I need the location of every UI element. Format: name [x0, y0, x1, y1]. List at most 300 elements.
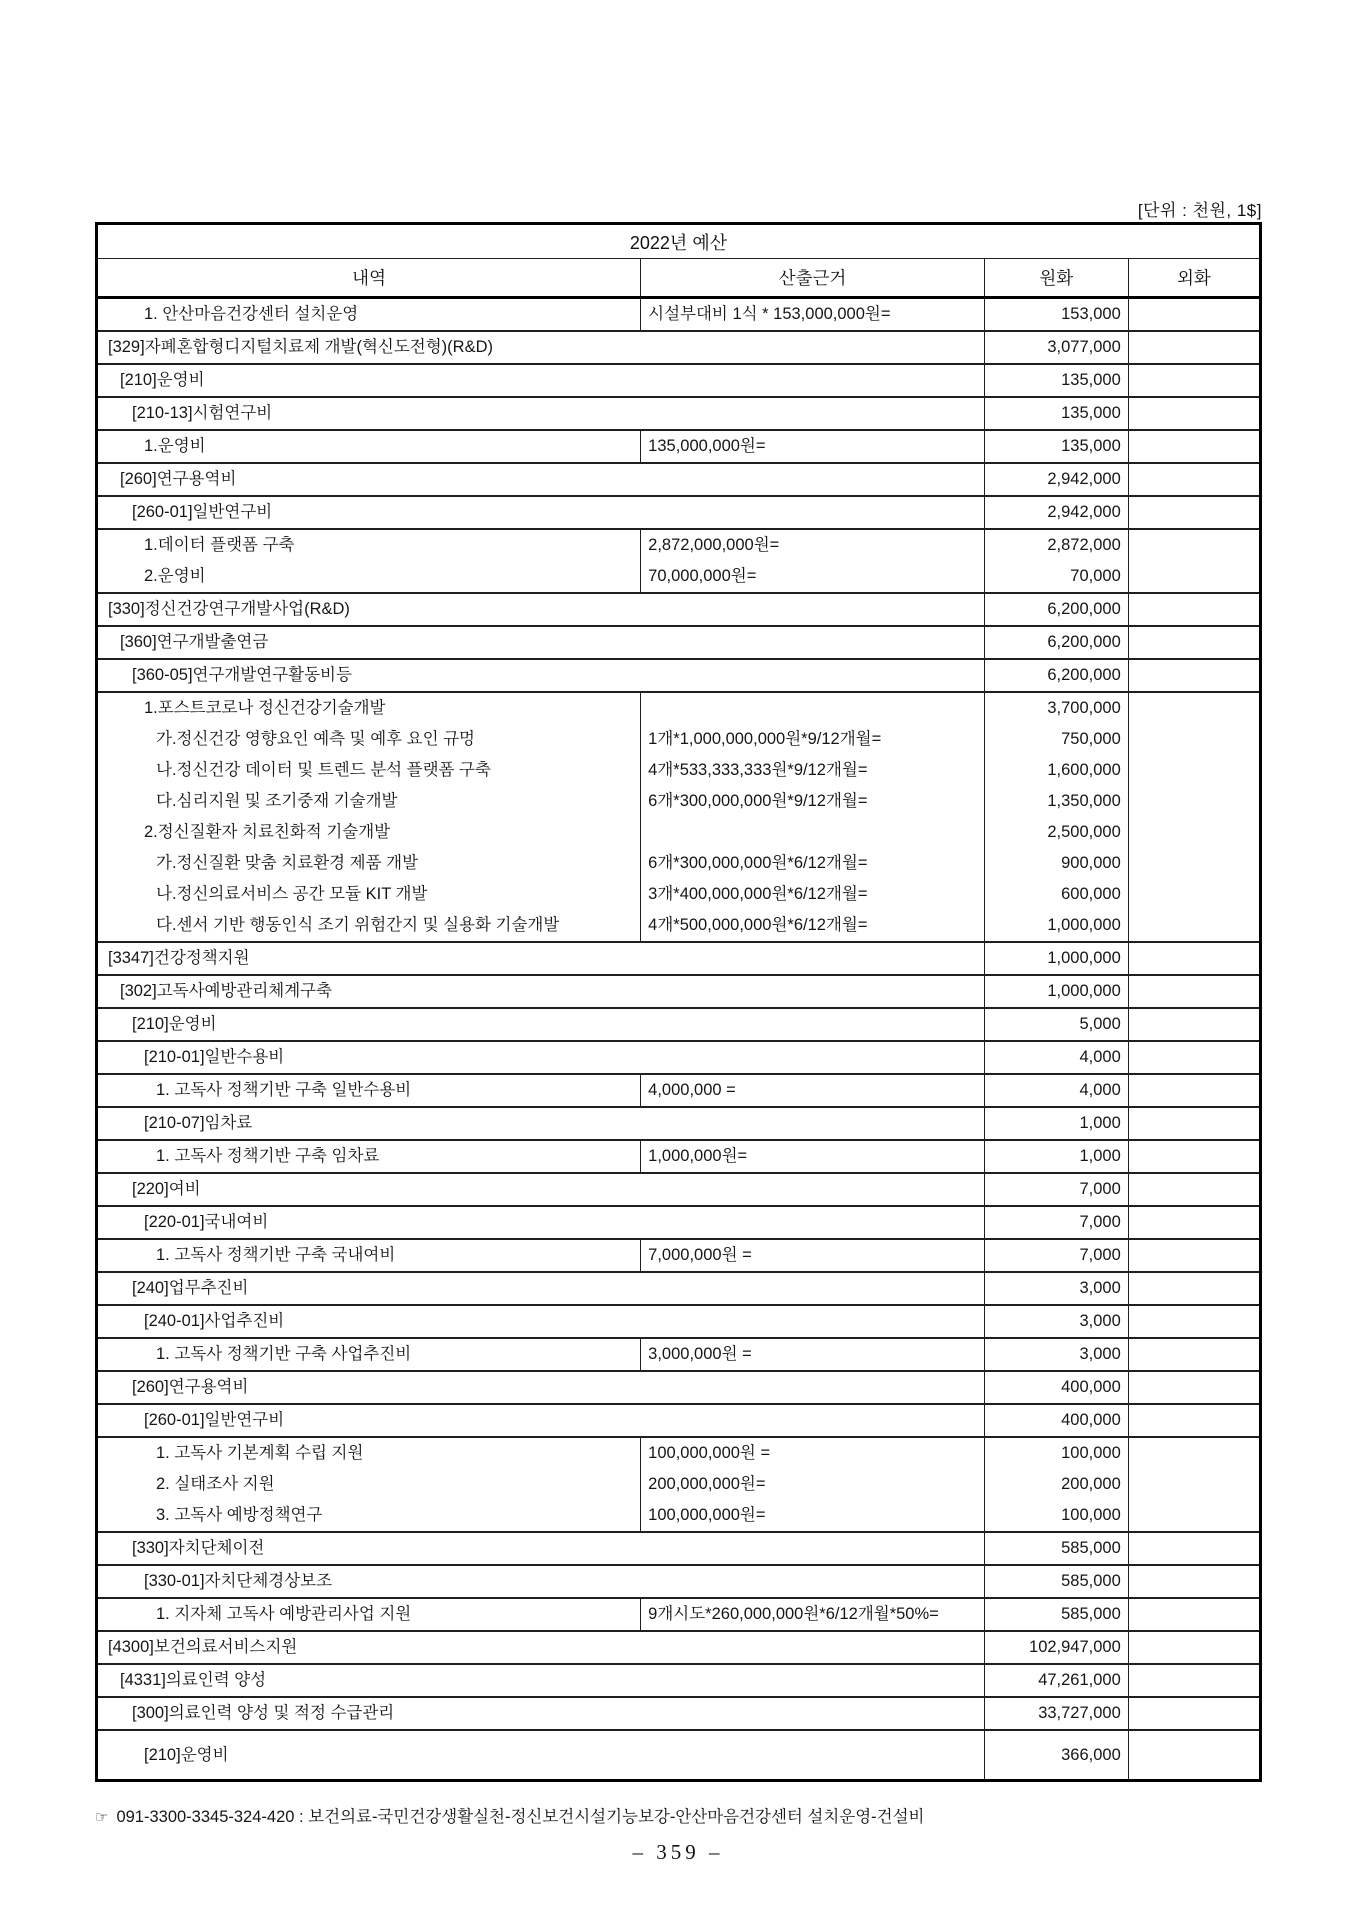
- fx-value: [1129, 817, 1259, 848]
- krw-value: 2,500,000: [1047, 823, 1121, 841]
- krw-cell: [984, 1306, 1128, 1337]
- item-label: 가.정신건강 영향요인 예측 및 예후 요인 규멍: [156, 730, 475, 748]
- item-label: 가.정신질환 맞춤 치료환경 제품 개발: [156, 854, 419, 872]
- item-label: [210]운영비: [144, 1746, 229, 1764]
- table-row: [98, 1665, 1259, 1698]
- krw-value: 750,000: [1061, 730, 1121, 748]
- fx-value: [1129, 431, 1259, 462]
- fx-value: [1129, 1698, 1259, 1729]
- fx-value: [1129, 1405, 1259, 1436]
- table-row: [98, 594, 1259, 627]
- fx-value: [1129, 1372, 1259, 1403]
- fx-cell: [1128, 1599, 1259, 1630]
- table-row: [98, 1632, 1259, 1665]
- table-row: [98, 1207, 1259, 1240]
- item-cell: [98, 976, 984, 1007]
- krw-value: 400,000: [1061, 1378, 1121, 1396]
- item-cell: [98, 530, 640, 592]
- krw-value: 366,000: [1061, 1746, 1121, 1764]
- basis-cell: [640, 1240, 984, 1271]
- item-label: 1.운영비: [144, 437, 206, 455]
- basis-value: 100,000,000원=: [648, 1506, 766, 1524]
- fx-value: [1129, 530, 1259, 561]
- item-cell: [98, 365, 984, 396]
- item-label: [210]운영비: [120, 371, 205, 389]
- item-cell: [98, 1174, 984, 1205]
- krw-value: 3,700,000: [1047, 699, 1121, 717]
- table-row: [98, 1438, 1259, 1533]
- table-row: [98, 1405, 1259, 1438]
- fx-cell: [1128, 299, 1259, 330]
- krw-value: 6,200,000: [1047, 600, 1121, 618]
- krw-value: 135,000: [1061, 404, 1121, 422]
- fx-value: [1129, 1469, 1259, 1500]
- fx-value: [1129, 1174, 1259, 1205]
- fx-value: [1129, 879, 1259, 910]
- fx-cell: [1128, 1306, 1259, 1337]
- fx-cell: [1128, 943, 1259, 974]
- krw-cell: [984, 299, 1128, 330]
- krw-cell: [984, 1405, 1128, 1436]
- fx-value: [1129, 627, 1259, 658]
- krw-cell: [984, 1240, 1128, 1271]
- fx-value: [1129, 1240, 1259, 1271]
- table-row: [98, 976, 1259, 1009]
- table-row: [98, 530, 1259, 594]
- table-row: [98, 1108, 1259, 1141]
- table-row: [98, 1174, 1259, 1207]
- item-cell: [98, 464, 984, 495]
- basis-value: 6개*300,000,000원*9/12개월=: [648, 792, 868, 810]
- item-label: [210-01]일반수용비: [144, 1048, 285, 1066]
- fx-cell: [1128, 398, 1259, 429]
- fx-cell: [1128, 1372, 1259, 1403]
- fx-value: [1129, 724, 1259, 755]
- fx-value: [1129, 976, 1259, 1007]
- krw-value: 2,872,000: [1047, 536, 1121, 554]
- krw-value: 585,000: [1061, 1605, 1121, 1623]
- unit-label: [단위 : 천원, 1$]: [1137, 201, 1262, 220]
- fx-value: [1129, 1306, 1259, 1337]
- budget-table: [95, 222, 1262, 1782]
- krw-value: 1,000,000: [1047, 916, 1121, 934]
- fx-cell: [1128, 464, 1259, 495]
- item-label: [240-01]사업추진비: [144, 1312, 285, 1330]
- krw-value: 47,261,000: [1038, 1671, 1121, 1689]
- fx-value: [1129, 1108, 1259, 1139]
- item-label: 1. 고독사 정책기반 구축 국내여비: [156, 1246, 396, 1264]
- basis-cell: [640, 693, 984, 941]
- krw-value: 2,942,000: [1047, 470, 1121, 488]
- krw-cell: [984, 1665, 1128, 1696]
- item-cell: [98, 1306, 984, 1337]
- fx-value: [1129, 943, 1259, 974]
- basis-value: 2,872,000,000원=: [648, 536, 780, 554]
- item-label: [360-05]연구개발연구활동비등: [132, 666, 352, 684]
- fx-value: [1129, 1731, 1259, 1779]
- item-label: 2.정신질환자 치료친화적 기술개발: [144, 823, 391, 841]
- krw-cell: [984, 1075, 1128, 1106]
- item-cell: [98, 1698, 984, 1729]
- krw-cell: [984, 431, 1128, 462]
- krw-cell: [984, 693, 1128, 941]
- item-label: 1. 고독사 정책기반 구축 사업추진비: [156, 1345, 412, 1363]
- table-row: [98, 464, 1259, 497]
- fx-value: [1129, 1566, 1259, 1597]
- basis-cell: [640, 1075, 984, 1106]
- krw-value: 6,200,000: [1047, 666, 1121, 684]
- item-cell: [98, 1632, 984, 1663]
- basis-value: [641, 693, 984, 724]
- page-number: – 359 –: [632, 1840, 724, 1864]
- fx-value: [1129, 1438, 1259, 1469]
- krw-value: 600,000: [1061, 885, 1121, 903]
- krw-value: 5,000: [1079, 1015, 1121, 1033]
- table-row: [98, 693, 1259, 943]
- krw-value: 7,000: [1079, 1213, 1121, 1231]
- krw-cell: [984, 660, 1128, 691]
- item-cell: [98, 1599, 640, 1630]
- fx-cell: [1128, 594, 1259, 625]
- basis-cell: [640, 431, 984, 462]
- fx-cell: [1128, 1240, 1259, 1271]
- item-label: [260]연구용역비: [132, 1378, 249, 1396]
- fx-cell: [1128, 1141, 1259, 1172]
- item-cell: [98, 398, 984, 429]
- table-row: [98, 1533, 1259, 1566]
- item-label: 1. 고독사 정책기반 구축 일반수용비: [156, 1081, 412, 1099]
- fx-cell: [1128, 1533, 1259, 1564]
- table-row: [98, 1141, 1259, 1174]
- krw-value: 7,000: [1079, 1246, 1121, 1264]
- item-cell: [98, 594, 984, 625]
- krw-value: 200,000: [1061, 1475, 1121, 1493]
- item-label: [220-01]국내여비: [144, 1213, 269, 1231]
- basis-value: 7,000,000원 =: [648, 1246, 752, 1264]
- fx-value: [1129, 1042, 1259, 1073]
- krw-value: 1,000: [1079, 1114, 1121, 1132]
- krw-value: 3,000: [1079, 1312, 1121, 1330]
- item-cell: [98, 1339, 640, 1370]
- item-cell: [98, 1665, 984, 1696]
- item-cell: [98, 627, 984, 658]
- fx-value: [1129, 786, 1259, 817]
- item-label: [330]자치단체이전: [132, 1539, 265, 1557]
- item-label: [330-01]자치단체경상보조: [144, 1572, 333, 1590]
- fx-value: [1129, 693, 1259, 724]
- table-row: [98, 943, 1259, 976]
- table-row: [98, 1240, 1259, 1273]
- item-label: 1. 고독사 정책기반 구축 임차료: [156, 1147, 380, 1165]
- fx-value: [1129, 1599, 1259, 1630]
- item-label: [260]연구용역비: [120, 470, 237, 488]
- basis-cell: [640, 1141, 984, 1172]
- item-cell: [98, 1240, 640, 1271]
- krw-cell: [984, 1273, 1128, 1304]
- krw-cell: [984, 1339, 1128, 1370]
- item-cell: [98, 1372, 984, 1403]
- item-cell: [98, 1108, 984, 1139]
- fx-cell: [1128, 1438, 1259, 1531]
- item-cell: [98, 1405, 984, 1436]
- fx-value: [1129, 594, 1259, 625]
- krw-cell: [984, 943, 1128, 974]
- krw-value: 135,000: [1061, 437, 1121, 455]
- krw-value: 3,000: [1079, 1279, 1121, 1297]
- item-label: 1. 고독사 기본계획 수립 지원: [156, 1444, 364, 1462]
- item-label: [3347]건강정책지원: [108, 949, 250, 967]
- basis-cell: [640, 1438, 984, 1531]
- fx-cell: [1128, 497, 1259, 528]
- item-label: 2.운영비: [144, 567, 206, 585]
- item-label: [302]고독사예방관리체계구축: [120, 982, 333, 1000]
- krw-cell: [984, 398, 1128, 429]
- table-row: [98, 627, 1259, 660]
- fx-value: [1129, 561, 1259, 592]
- basis-value: 200,000,000원=: [648, 1475, 766, 1493]
- krw-value: 3,000: [1079, 1345, 1121, 1363]
- basis-value: 6개*300,000,000원*6/12개월=: [648, 854, 868, 872]
- fx-cell: [1128, 1698, 1259, 1729]
- krw-cell: [984, 594, 1128, 625]
- item-cell: [98, 431, 640, 462]
- item-label: [300]의료인력 양성 및 적정 수급관리: [132, 1704, 395, 1722]
- krw-value: 2,942,000: [1047, 503, 1121, 521]
- krw-cell: [984, 1108, 1128, 1139]
- krw-cell: [984, 1566, 1128, 1597]
- fx-value: [1129, 910, 1259, 941]
- table-row: [98, 1372, 1259, 1405]
- fx-value: [1129, 660, 1259, 691]
- krw-cell: [984, 530, 1128, 592]
- item-label: [360]연구개발출연금: [120, 633, 269, 651]
- item-label: [4331]의료인력 양성: [120, 1671, 267, 1689]
- fx-value: [1129, 1141, 1259, 1172]
- table-row: [98, 332, 1259, 365]
- krw-cell: [984, 497, 1128, 528]
- table-row: [98, 398, 1259, 431]
- column-header-fx: 외화: [1128, 259, 1259, 296]
- fx-cell: [1128, 1339, 1259, 1370]
- item-label: [220]여비: [132, 1180, 201, 1198]
- table-row: [98, 299, 1259, 332]
- krw-value: 102,947,000: [1029, 1638, 1121, 1656]
- krw-value: 4,000: [1079, 1048, 1121, 1066]
- krw-cell: [984, 1533, 1128, 1564]
- fx-cell: [1128, 431, 1259, 462]
- table-row: [98, 1599, 1259, 1632]
- fx-cell: [1128, 1405, 1259, 1436]
- basis-value: 70,000,000원=: [648, 567, 757, 585]
- fx-cell: [1128, 1075, 1259, 1106]
- krw-cell: [984, 1174, 1128, 1205]
- basis-cell: [640, 1339, 984, 1370]
- item-cell: [98, 1438, 640, 1531]
- fx-cell: [1128, 1108, 1259, 1139]
- basis-value: 4개*500,000,000원*6/12개월=: [648, 916, 868, 934]
- basis-value: 1개*1,000,000,000원*9/12개월=: [648, 730, 882, 748]
- item-label: [240]업무추진비: [132, 1279, 249, 1297]
- item-label: 다.센서 기반 행동인식 조기 위험간지 및 실용화 기술개발: [156, 916, 560, 934]
- krw-value: 6,200,000: [1047, 633, 1121, 651]
- krw-cell: [984, 1042, 1128, 1073]
- item-label: [330]정신건강연구개발사업(R&D): [108, 600, 350, 618]
- krw-value: 7,000: [1079, 1180, 1121, 1198]
- table-header-row: [98, 259, 1259, 299]
- krw-cell: [984, 1009, 1128, 1040]
- basis-value: 4개*533,333,333원*9/12개월=: [648, 761, 868, 779]
- fx-value: [1129, 1632, 1259, 1663]
- fx-cell: [1128, 1273, 1259, 1304]
- krw-value: 1,000,000: [1047, 982, 1121, 1000]
- item-cell: [98, 1731, 984, 1779]
- krw-value: 900,000: [1061, 854, 1121, 872]
- fx-cell: [1128, 1042, 1259, 1073]
- item-cell: [98, 1273, 984, 1304]
- krw-cell: [984, 1372, 1128, 1403]
- table-row: [98, 1042, 1259, 1075]
- basis-value: 100,000,000원 =: [648, 1444, 771, 1462]
- fx-value: [1129, 1500, 1259, 1531]
- fx-value: [1129, 1273, 1259, 1304]
- item-label: 나.정신의료서비스 공간 모듈 KIT 개발: [156, 885, 428, 903]
- item-label: [260-01]일반연구비: [132, 503, 273, 521]
- krw-value: 3,077,000: [1047, 338, 1121, 356]
- table-row: [98, 660, 1259, 693]
- fx-cell: [1128, 627, 1259, 658]
- fx-cell: [1128, 1009, 1259, 1040]
- krw-value: 1,600,000: [1047, 761, 1121, 779]
- krw-cell: [984, 1698, 1128, 1729]
- footer-text: 091-3300-3345-324-420 : 보건의료-국민건강생활실천-정신보건시설기능보강-안산마음건강센터 설치운영-건설비: [116, 1808, 925, 1826]
- item-label: 나.정신건강 데이터 및 트렌드 분석 플랫폼 구축: [156, 761, 491, 779]
- table-row: [98, 1731, 1259, 1779]
- krw-cell: [984, 1207, 1128, 1238]
- item-cell: [98, 299, 640, 330]
- item-cell: [98, 693, 640, 941]
- table-row: [98, 431, 1259, 464]
- basis-cell: [640, 299, 984, 330]
- krw-cell: [984, 1731, 1128, 1779]
- item-label: 2. 실태조사 지원: [156, 1475, 275, 1493]
- item-cell: [98, 943, 984, 974]
- fx-value: [1129, 1009, 1259, 1040]
- item-label: 1. 안산마음건강센터 설치운영: [144, 305, 359, 323]
- krw-value: 400,000: [1061, 1411, 1121, 1429]
- fx-cell: [1128, 693, 1259, 941]
- item-label: [210]운영비: [132, 1015, 217, 1033]
- fx-cell: [1128, 976, 1259, 1007]
- fx-cell: [1128, 1207, 1259, 1238]
- basis-value: 1,000,000원=: [648, 1147, 748, 1165]
- table-row: [98, 1698, 1259, 1731]
- fx-cell: [1128, 365, 1259, 396]
- basis-value: [641, 817, 984, 848]
- item-cell: [98, 1533, 984, 1564]
- krw-cell: [984, 1632, 1128, 1663]
- fx-cell: [1128, 1174, 1259, 1205]
- item-cell: [98, 1075, 640, 1106]
- krw-value: 100,000: [1061, 1506, 1121, 1524]
- basis-cell: [640, 1599, 984, 1630]
- column-header-krw: 원화: [984, 259, 1128, 296]
- fx-value: [1129, 1207, 1259, 1238]
- fx-value: [1129, 464, 1259, 495]
- krw-value: 585,000: [1061, 1539, 1121, 1557]
- item-label: 3. 고독사 예방정책연구: [156, 1506, 323, 1524]
- table-row: [98, 1566, 1259, 1599]
- item-cell: [98, 1566, 984, 1597]
- krw-value: 4,000: [1079, 1081, 1121, 1099]
- fx-cell: [1128, 1731, 1259, 1779]
- krw-value: 1,350,000: [1047, 792, 1121, 810]
- item-cell: [98, 497, 984, 528]
- pointing-hand-icon: ☞: [95, 1809, 109, 1826]
- fx-value: [1129, 398, 1259, 429]
- fx-cell: [1128, 530, 1259, 592]
- item-cell: [98, 1042, 984, 1073]
- krw-cell: [984, 1438, 1128, 1531]
- krw-cell: [984, 976, 1128, 1007]
- basis-cell: [640, 530, 984, 592]
- krw-cell: [984, 365, 1128, 396]
- fx-value: [1129, 755, 1259, 786]
- item-label: 1.포스트코로나 정신건강기술개발: [144, 699, 386, 717]
- column-header-basis: 산출근거: [640, 259, 984, 296]
- item-label: [260-01]일반연구비: [144, 1411, 285, 1429]
- item-cell: [98, 332, 984, 363]
- item-label: [329]자폐혼합형디지털치료제 개발(혁신도전형)(R&D): [108, 338, 493, 356]
- fx-value: [1129, 1075, 1259, 1106]
- fx-value: [1129, 1665, 1259, 1696]
- fx-value: [1129, 1533, 1259, 1564]
- krw-value: 70,000: [1070, 567, 1121, 585]
- fx-cell: [1128, 1665, 1259, 1696]
- table-row: [98, 1009, 1259, 1042]
- item-label: [210-07]임차료: [144, 1114, 253, 1132]
- footer-ref: [95, 1803, 1262, 1827]
- fx-value: [1129, 497, 1259, 528]
- krw-value: 585,000: [1061, 1572, 1121, 1590]
- table-title-row: [98, 225, 1259, 259]
- fx-value: [1129, 332, 1259, 363]
- krw-cell: [984, 627, 1128, 658]
- basis-value: 시설부대비 1식 * 153,000,000원=: [648, 305, 891, 323]
- krw-cell: [984, 1141, 1128, 1172]
- basis-value: 4,000,000 =: [648, 1081, 736, 1099]
- table-row: [98, 1339, 1259, 1372]
- item-cell: [98, 660, 984, 691]
- krw-cell: [984, 332, 1128, 363]
- fx-value: [1129, 365, 1259, 396]
- item-label: 1. 지자체 고독사 예방관리사업 지원: [156, 1605, 412, 1623]
- basis-value: 3개*400,000,000원*6/12개월=: [648, 885, 868, 903]
- fx-cell: [1128, 1566, 1259, 1597]
- basis-value: 135,000,000원=: [648, 437, 766, 455]
- table-row: [98, 1273, 1259, 1306]
- fx-value: [1129, 1339, 1259, 1370]
- krw-value: 100,000: [1061, 1444, 1121, 1462]
- fx-cell: [1128, 332, 1259, 363]
- fx-value: [1129, 299, 1259, 330]
- item-label: [210-13]시험연구비: [132, 404, 273, 422]
- krw-value: 135,000: [1061, 371, 1121, 389]
- item-label: [4300]보건의료서비스지원: [108, 1638, 298, 1656]
- table-row: [98, 1075, 1259, 1108]
- item-label: 다.심리지원 및 조기중재 기술개발: [156, 792, 398, 810]
- fx-value: [1129, 848, 1259, 879]
- krw-value: 1,000: [1079, 1147, 1121, 1165]
